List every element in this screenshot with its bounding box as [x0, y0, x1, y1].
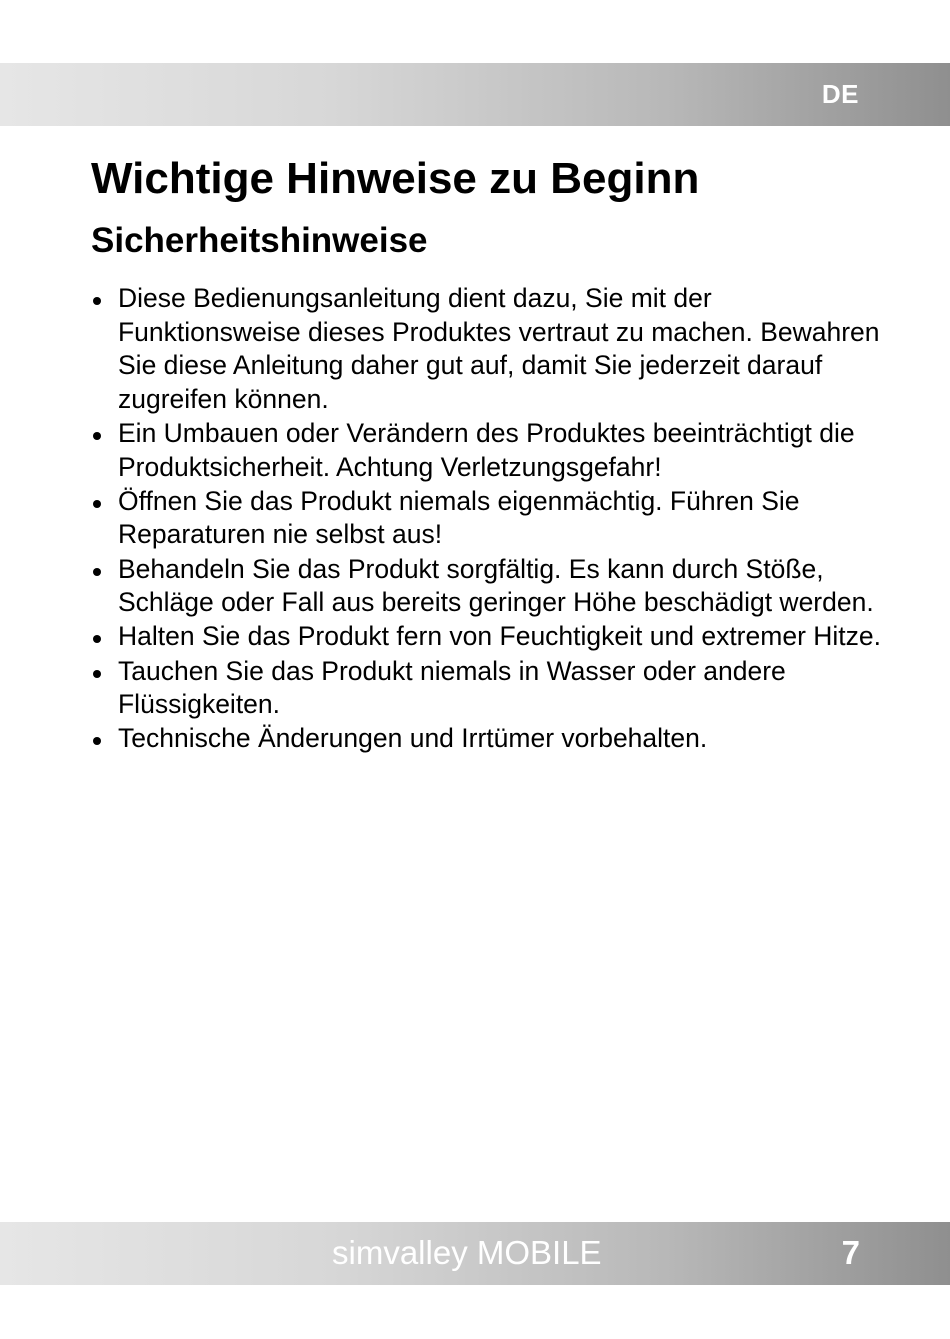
- bullet-icon: [93, 432, 101, 440]
- bullet-text: Diese Bedienungsanleitung dient dazu, Sie mit der Funktionsweise dieses Produktes vertraut zu machen. Bewahren Sie diese Anleitung daher gut auf, damit Sie jederzeit darauf zugreifen können.: [118, 283, 880, 414]
- section-title: Sicherheitshinweise: [91, 221, 428, 260]
- page-number: 7: [841, 1234, 860, 1271]
- bullet-item: [91, 655, 881, 722]
- footer-band: [0, 1222, 950, 1285]
- page-title: Wichtige Hinweise zu Beginn: [91, 154, 700, 203]
- safety-bullet-list: [91, 282, 881, 756]
- bullet-icon: [93, 635, 101, 643]
- language-label: DE: [821, 79, 859, 109]
- page-content: [91, 150, 881, 756]
- bullet-text: Technische Änderungen und Irrtümer vorbehalten.: [118, 723, 708, 754]
- bullet-text: Ein Umbauen oder Verändern des Produktes beeinträchtigt die Produktsicherheit. Achtung Verletzungsgefahr!: [118, 417, 855, 482]
- bullet-text: Halten Sie das Produkt fern von Feuchtigkeit und extremer Hitze.: [118, 621, 881, 652]
- bullet-item: [91, 485, 881, 552]
- bullet-item: [91, 417, 881, 484]
- bullet-icon: [93, 737, 101, 745]
- bullet-text: Behandeln Sie das Produkt sorgfältig. Es kann durch Stöße, Schläge oder Fall aus bereits geringer Höhe beschädigt werden.: [118, 553, 874, 618]
- bullet-icon: [93, 568, 101, 576]
- bullet-item: [91, 282, 881, 416]
- bullet-icon: [93, 297, 101, 305]
- bullet-text: Öffnen Sie das Produkt niemals eigenmächtig. Führen Sie Reparaturen nie selbst aus!: [118, 485, 800, 550]
- bullet-item: [91, 620, 881, 654]
- bullet-icon: [93, 670, 101, 678]
- header-band: [0, 63, 950, 126]
- bullet-item: [91, 553, 881, 620]
- bullet-text: Tauchen Sie das Produkt niemals in Wasser oder andere Flüssigkeiten.: [118, 655, 786, 720]
- brand-label: simvalley MOBILE: [332, 1234, 602, 1271]
- bullet-icon: [93, 500, 101, 508]
- bullet-item: [91, 722, 881, 756]
